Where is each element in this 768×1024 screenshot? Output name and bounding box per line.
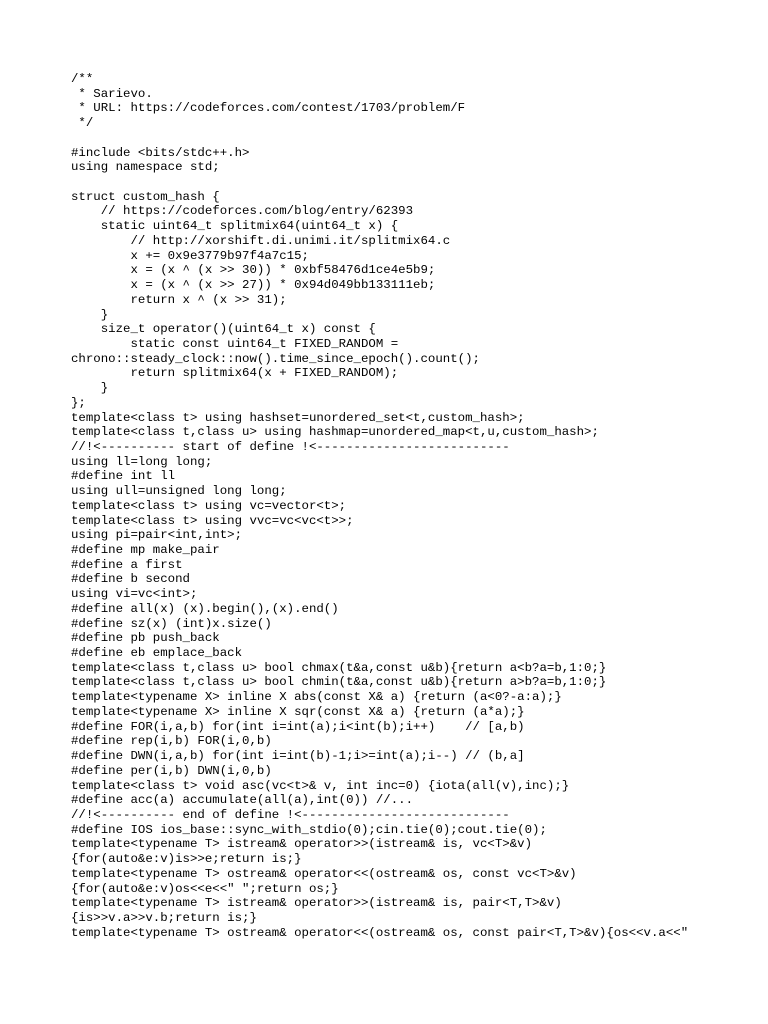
code-line: } <box>71 381 109 396</box>
code-line: template<typename T> ostream& operator<<(ostream& os, const vc<T>&v) <box>71 866 577 881</box>
code-line: #define all(x) (x).begin(),(x).end() <box>71 601 339 616</box>
code-line: {is>>v.a>>v.b;return is;} <box>71 910 257 925</box>
code-line: return splitmix64(x + FIXED_RANDOM); <box>71 366 399 381</box>
code-line: using pi=pair<int,int>; <box>71 528 243 543</box>
code-line: chrono::steady_clock::now().time_since_epoch().count(); <box>71 351 480 366</box>
code-line: template<class t,class u> bool chmin(t&a,const u&b){return a>b?a=b,1:0;} <box>71 675 607 690</box>
code-line: #define per(i,b) DWN(i,0,b) <box>71 763 272 778</box>
code-line <box>71 175 688 190</box>
code-line: {for(auto&e:v)os<<e<<" ";return os;} <box>71 881 339 896</box>
code-line: static const uint64_t FIXED_RANDOM = <box>71 336 399 351</box>
code-line: #define int ll <box>71 469 176 484</box>
code-line: #define acc(a) accumulate(all(a),int(0)) //... <box>71 793 414 808</box>
code-line: #define IOS ios_base::sync_with_stdio(0);cin.tie(0);cout.tie(0); <box>71 822 547 837</box>
code-line: template<typename X> inline X abs(const X& a) {return (a<0?-a:a);} <box>71 690 562 705</box>
code-line: #define a first <box>71 557 183 572</box>
code-line: template<class t> using vvc=vc<vc<t>>; <box>71 513 354 528</box>
code-line: /** <box>71 72 94 86</box>
code-line <box>71 131 688 146</box>
code-line: #define mp make_pair <box>71 543 220 557</box>
code-line: template<typename X> inline X sqr(const X& a) {return (a*a);} <box>71 704 525 719</box>
code-line: #define rep(i,b) FOR(i,0,b) <box>71 734 272 749</box>
code-line: #define sz(x) (int)x.size() <box>71 616 272 631</box>
code-line: template<class t,class u> bool chmax(t&a,const u&b){return a<b?a=b,1:0;} <box>71 660 607 675</box>
code-line: //!<---------- end of define !<---------------------------- <box>71 807 510 822</box>
code-line: {for(auto&e:v)is>>e;return is;} <box>71 852 302 867</box>
code-line: template<class t> using hashset=unordered_set<t,custom_hash>; <box>71 410 525 425</box>
code-line: // http://xorshift.di.unimi.it/splitmix64.c <box>71 233 451 248</box>
code-line: template<typename T> ostream& operator<<(ostream& os, const pair<T,T>&v){os<<v.a<<" <box>71 925 689 940</box>
code-line: * URL: https://codeforces.com/contest/1703/problem/F <box>71 101 466 116</box>
code-line: #define pb push_back <box>71 631 220 646</box>
code-line: * Sarievo. <box>71 86 153 101</box>
source-code-text <box>71 72 688 940</box>
code-line: template<class t,class u> using hashmap=unordered_map<t,u,custom_hash>; <box>71 425 599 440</box>
code-line: }; <box>71 395 86 410</box>
code-line: #define eb emplace_back <box>71 646 243 661</box>
code-line: } <box>71 307 109 322</box>
code-line: template<class t> void asc(vc<t>& v, int inc=0) {iota(all(v),inc);} <box>71 778 570 793</box>
code-line: #define DWN(i,a,b) for(int i=int(b)-1;i>=int(a);i--) // (b,a] <box>71 749 525 764</box>
code-line: x = (x ^ (x >> 30)) * 0xbf58476d1ce4e5b9; <box>71 263 436 278</box>
code-line: template<class t> using vc=vector<t>; <box>71 498 347 513</box>
code-line: x += 0x9e3779b97f4a7c15; <box>71 248 309 263</box>
code-line: using vi=vc<int>; <box>71 587 198 602</box>
code-line: static uint64_t splitmix64(uint64_t x) { <box>71 219 399 234</box>
code-line: */ <box>71 116 94 131</box>
code-line: template<typename T> istream& operator>>(istream& is, vc<T>&v) <box>71 837 533 852</box>
code-line: using namespace std; <box>71 160 220 175</box>
code-line: //!<---------- start of define !<-------------------------- <box>71 439 510 454</box>
code-line: size_t operator()(uint64_t x) const { <box>71 322 376 337</box>
code-line: struct custom_hash { <box>71 189 220 204</box>
code-line: using ull=unsigned long long; <box>71 484 287 499</box>
code-line: return x ^ (x >> 31); <box>71 292 287 307</box>
code-line: template<typename T> istream& operator>>(istream& is, pair<T,T>&v) <box>71 896 562 911</box>
code-line: #include <bits/stdc++.h> <box>71 145 250 160</box>
code-line: #define FOR(i,a,b) for(int i=int(a);i<int(b);i++) // [a,b) <box>71 719 525 734</box>
code-line: // https://codeforces.com/blog/entry/62393 <box>71 204 414 219</box>
code-line: #define b second <box>71 572 190 587</box>
code-line: x = (x ^ (x >> 27)) * 0x94d049bb133111eb; <box>71 278 436 293</box>
code-line: using ll=long long; <box>71 454 213 469</box>
